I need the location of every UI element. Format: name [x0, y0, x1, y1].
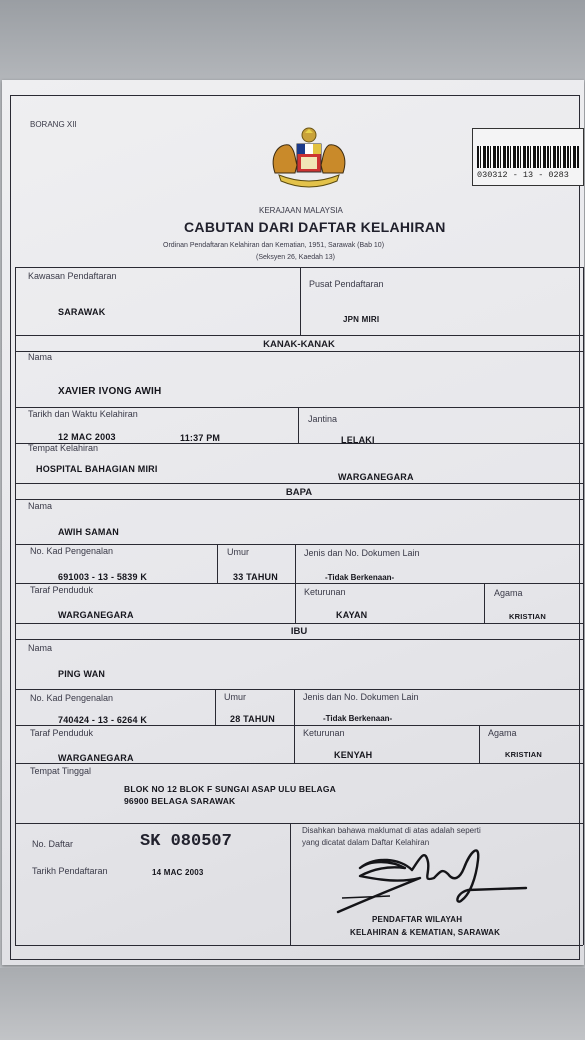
background-surface [0, 968, 585, 1040]
father-otherdoc-value: -Tidak Berkenaan- [325, 573, 395, 582]
residence-line2: 96900 BELAGA SARAWAK [124, 796, 236, 806]
row-divider [15, 407, 583, 408]
registration-area-value: SARAWAK [58, 307, 106, 317]
registration-centre-label: Pusat Pendaftaran [309, 279, 384, 289]
col-divider [215, 689, 216, 726]
mother-race-label: Keturunan [303, 728, 345, 738]
child-section-header: KANAK-KANAK [263, 339, 335, 350]
registration-date-value: 14 MAC 2003 [152, 868, 204, 877]
father-religion-value: KRISTIAN [509, 612, 547, 621]
father-race-label: Keturunan [304, 587, 346, 597]
registration-number-label: No. Daftar [32, 839, 74, 849]
father-name-label: Nama [28, 501, 53, 511]
row-divider [15, 267, 583, 268]
mother-race-value: KENYAH [334, 750, 373, 760]
row-divider [15, 623, 583, 624]
father-status-value: WARGANEGARA [58, 610, 134, 620]
row-divider [15, 945, 583, 946]
col-divider [294, 725, 295, 763]
registrar-signature [330, 838, 530, 918]
row-divider [15, 639, 583, 640]
certification-line1: Disahkan bahawa maklumat di atas adalah seperti [302, 826, 481, 835]
row-divider [15, 763, 583, 764]
col-divider [298, 407, 299, 444]
registrar-title-line1: PENDAFTAR WILAYAH [372, 915, 463, 924]
mother-otherdoc-label: Jenis dan No. Dokumen Lain [303, 692, 419, 702]
residence-line1: BLOK NO 12 BLOK F SUNGAI ASAP ULU BELAGA [124, 784, 337, 794]
mother-religion-value: KRISTIAN [505, 750, 543, 759]
mother-status-label: Taraf Penduduk [30, 728, 94, 738]
mother-section-header: IBU [290, 626, 308, 637]
table-left-edge [15, 267, 16, 945]
row-divider [15, 544, 583, 545]
mother-status-value: WARGANEGARA [58, 753, 134, 763]
mother-ic-label: No. Kad Pengenalan [30, 693, 114, 703]
col-divider [294, 689, 295, 726]
row-divider [15, 499, 583, 500]
mother-name-label: Nama [28, 643, 53, 653]
registration-centre-value: JPN MIRI [343, 315, 380, 324]
col-divider [479, 725, 480, 763]
mother-ic-value: 740424 - 13 - 6264 K [58, 715, 148, 725]
mother-age-label: Umur [224, 692, 246, 702]
registration-number-value: SK 080507 [140, 832, 232, 851]
mother-religion-label: Agama [488, 728, 517, 738]
father-otherdoc-label: Jenis dan No. Dokumen Lain [304, 548, 420, 558]
col-divider [290, 823, 291, 945]
barcode-number: 030312 - 13 - 0283 [477, 170, 569, 180]
mother-age-value: 28 TAHUN [230, 714, 275, 724]
birth-time-value: 11:37 PM [180, 433, 221, 443]
certification-line2: yang dicatat dalam Daftar Kelahiran [302, 838, 430, 847]
father-ic-label: No. Kad Pengenalan [30, 546, 114, 556]
ordinance-text: Ordinan Pendaftaran Kelahiran dan Kematian, 1951, Sarawak (Bab 10) [163, 242, 385, 249]
child-name-value: XAVIER IVONG AWIH [58, 386, 162, 397]
col-divider [217, 544, 218, 584]
father-name-value: AWIH SAMAN [58, 527, 119, 537]
gender-label: Jantina [308, 414, 338, 424]
father-ic-value: 691003 - 13 - 5839 K [58, 572, 148, 582]
birth-datetime-label: Tarikh dan Waktu Kelahiran [28, 409, 138, 419]
birthplace-label: Tempat Kelahiran [28, 443, 99, 453]
government-label: KERAJAAN MALAYSIA [259, 206, 343, 215]
child-name-label: Nama [28, 352, 53, 362]
mother-otherdoc-value: -Tidak Berkenaan- [323, 714, 393, 723]
child-citizenship-value: WARGANEGARA [338, 472, 414, 482]
father-status-label: Taraf Penduduk [30, 585, 94, 595]
residence-label: Tempat Tinggal [30, 766, 92, 776]
father-age-value: 33 TAHUN [233, 572, 278, 582]
col-divider [295, 544, 296, 584]
form-code: BORANG XII [30, 120, 77, 129]
section-text: (Seksyen 26, Kaedah 13) [256, 254, 335, 261]
father-race-value: KAYAN [336, 610, 368, 620]
table-right-edge [583, 267, 584, 945]
father-religion-label: Agama [494, 588, 523, 598]
row-divider [15, 443, 583, 444]
row-divider [15, 689, 583, 690]
registrar-title-line2: KELAHIRAN & KEMATIAN, SARAWAK [350, 928, 501, 937]
row-divider [15, 583, 583, 584]
row-divider [15, 351, 583, 352]
row-divider [15, 335, 583, 336]
row-divider [15, 823, 583, 824]
barcode-icon [477, 146, 579, 168]
gender-value: LELAKI [341, 435, 375, 445]
registration-area-label: Kawasan Pendaftaran [28, 271, 117, 281]
col-divider [295, 583, 296, 623]
coat-of-arms-emblem [265, 125, 353, 195]
birth-date-value: 12 MAC 2003 [58, 432, 116, 442]
father-age-label: Umur [227, 547, 249, 557]
registration-date-label: Tarikh Pendaftaran [32, 866, 108, 876]
col-divider [300, 267, 301, 335]
mother-name-value: PING WAN [58, 669, 106, 679]
birthplace-value: HOSPITAL BAHAGIAN MIRI [36, 464, 158, 474]
row-divider [15, 725, 583, 726]
document-title: CABUTAN DARI DAFTAR KELAHIRAN [184, 219, 446, 235]
row-divider [15, 483, 583, 484]
father-section-header: BAPA [285, 487, 313, 498]
col-divider [484, 583, 485, 623]
